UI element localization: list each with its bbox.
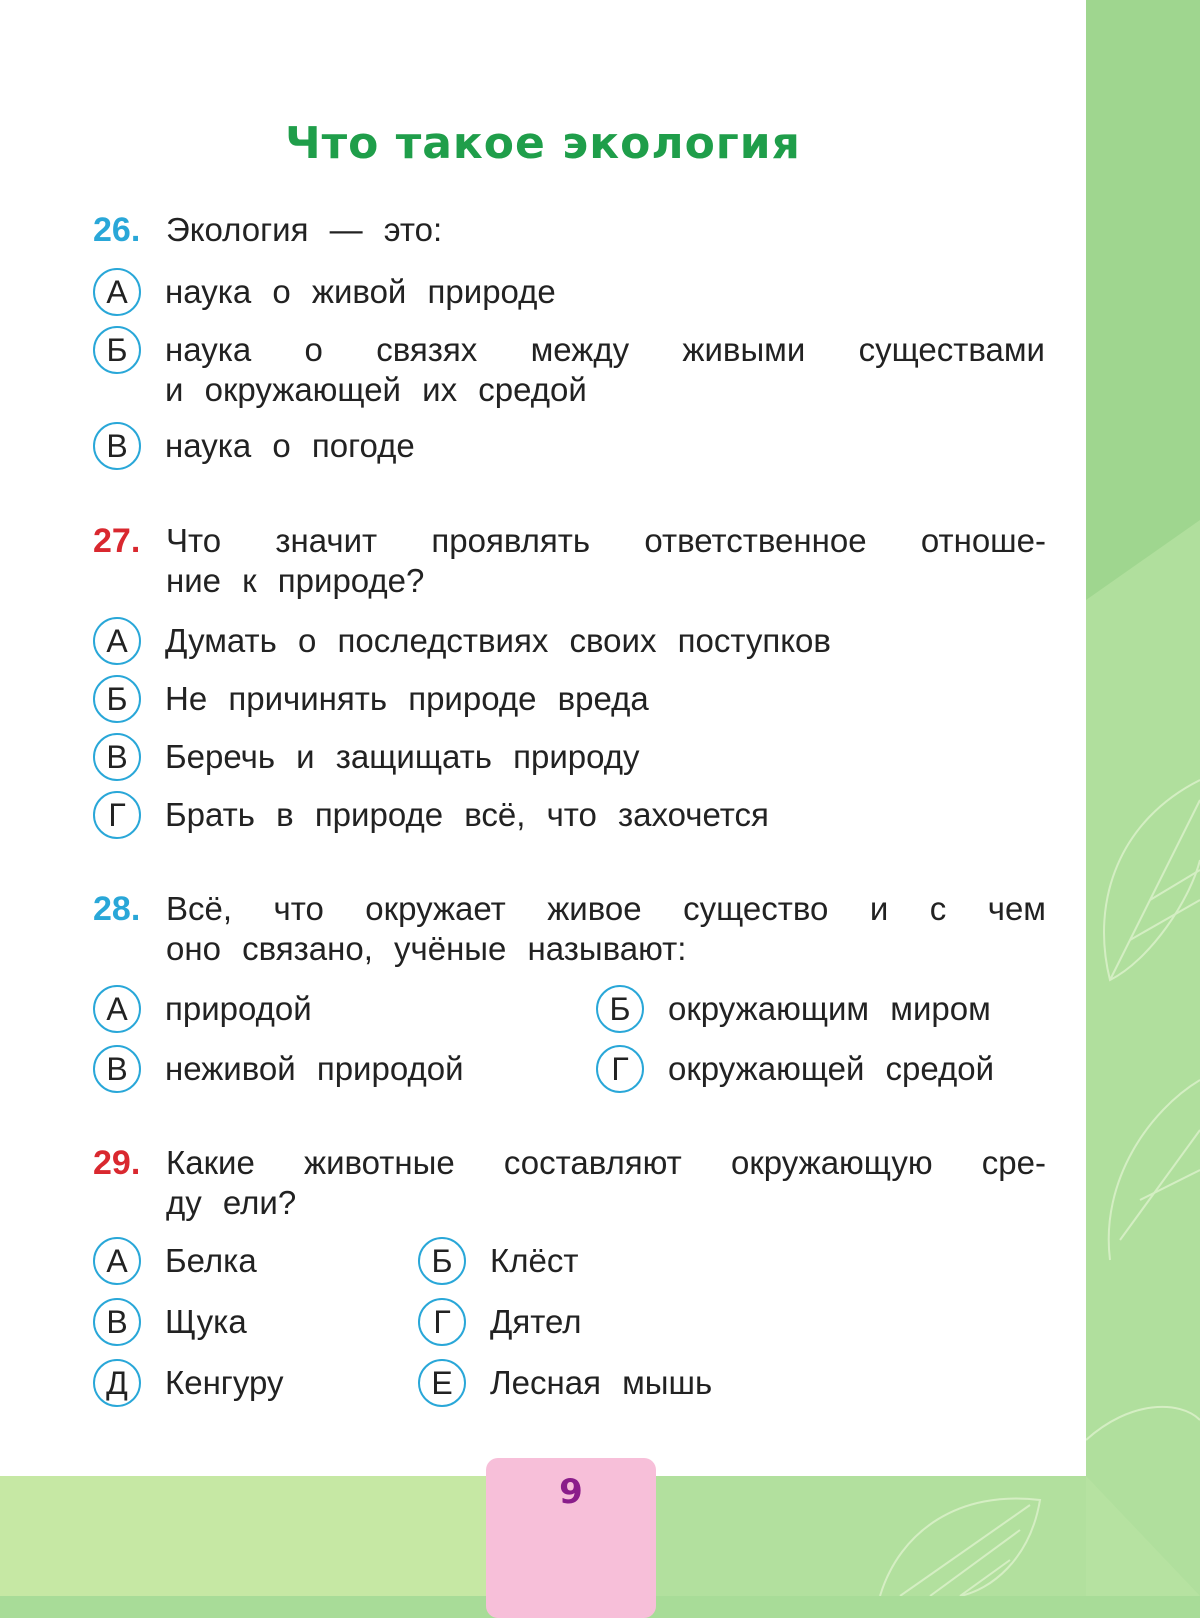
option-text: неживой природой bbox=[165, 1050, 464, 1087]
option-letter-circle: Б bbox=[596, 985, 644, 1033]
question-number: 28. bbox=[93, 890, 141, 928]
option-text: Лесная мышь bbox=[490, 1364, 713, 1401]
option-letter-circle: А bbox=[93, 617, 141, 665]
option-text: наука о погоде bbox=[165, 427, 415, 464]
question-number: 29. bbox=[93, 1144, 141, 1182]
option-text: Белка bbox=[165, 1242, 257, 1279]
option-text: окружающим миром bbox=[668, 990, 991, 1027]
option-text: Щука bbox=[165, 1303, 247, 1340]
question-text-line-2: оно связано, учёные называют: bbox=[166, 930, 687, 967]
page-number-badge bbox=[486, 1458, 656, 1618]
question-text-line-2: ду ели? bbox=[166, 1184, 297, 1221]
option-letter-circle: Б bbox=[93, 675, 141, 723]
option-letter-circle: В bbox=[93, 1045, 141, 1093]
option-letter-circle: В bbox=[93, 422, 141, 470]
option-letter-circle: Г bbox=[596, 1045, 644, 1093]
option-letter-circle: А bbox=[93, 268, 141, 316]
option-letter-circle: А bbox=[93, 1237, 141, 1285]
question-text-line-2: ние к природе? bbox=[166, 562, 425, 599]
option-text: Дятел bbox=[490, 1303, 582, 1340]
question-number: 27. bbox=[93, 522, 141, 560]
option-text: Кенгуру bbox=[165, 1364, 284, 1401]
question-text: Экология — это: bbox=[166, 211, 443, 248]
option-letter-circle: В bbox=[93, 1298, 141, 1346]
option-text: Беречь и защищать природу bbox=[165, 738, 640, 775]
option-text-line-2: и окружающей их средой bbox=[165, 371, 587, 408]
page-title: Что такое экология bbox=[285, 118, 801, 169]
page-number: 9 bbox=[559, 1472, 583, 1512]
option-letter-circle: Е bbox=[418, 1359, 466, 1407]
option-text-line-1: наука о связях между живыми существами bbox=[165, 331, 1045, 368]
question-text-line-1: Всё, что окружает живое существо и с чем bbox=[166, 890, 1046, 927]
option-letter-circle: Г bbox=[418, 1298, 466, 1346]
option-letter-circle: Г bbox=[93, 791, 141, 839]
option-letter-circle: А bbox=[93, 985, 141, 1033]
option-letter-circle: В bbox=[93, 733, 141, 781]
option-letter-circle: Б bbox=[418, 1237, 466, 1285]
option-text: наука о живой природе bbox=[165, 273, 556, 310]
option-letter-circle: Б bbox=[93, 326, 141, 374]
option-text: Брать в природе всё, что захочется bbox=[165, 796, 769, 833]
option-text: Не причинять природе вреда bbox=[165, 680, 649, 717]
option-text: природой bbox=[165, 990, 312, 1027]
question-text-line-1: Что значит проявлять ответственное отноше- bbox=[166, 522, 1046, 559]
option-letter-circle: Д bbox=[93, 1359, 141, 1407]
option-text: Клёст bbox=[490, 1242, 579, 1279]
option-text: Думать о последствиях своих поступков bbox=[165, 622, 831, 659]
question-number: 26. bbox=[93, 211, 141, 249]
question-text-line-1: Какие животные составляют окружающую сре- bbox=[166, 1144, 1046, 1181]
option-text: окружающей средой bbox=[668, 1050, 995, 1087]
